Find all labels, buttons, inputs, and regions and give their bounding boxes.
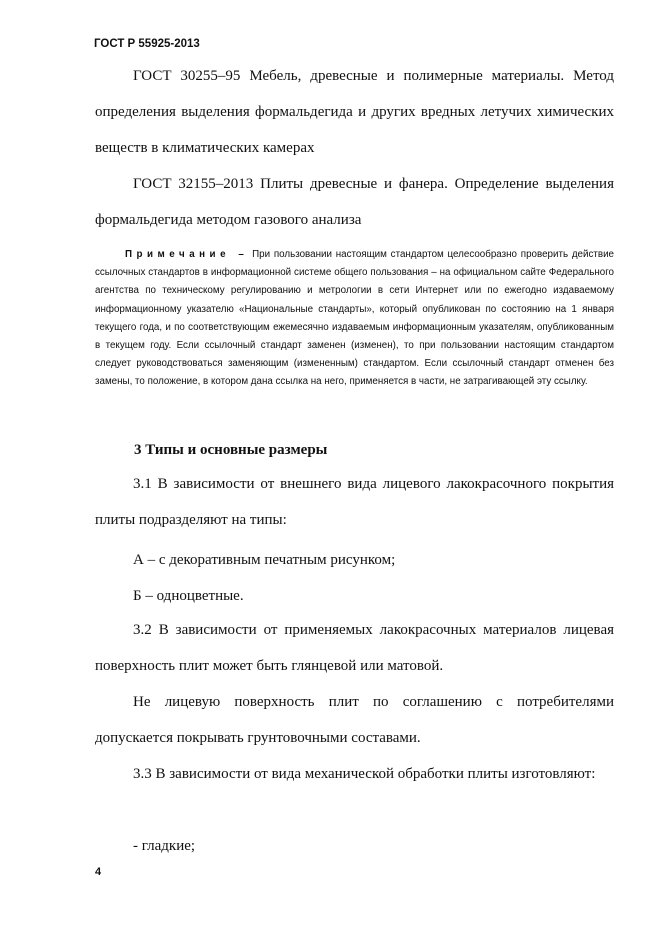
- note-paragraph: [95, 246, 614, 392]
- reference-gost-32155: ГОСТ 32155–2013 Плиты древесные и фанера. Определение выделения формальдегида методом газового анализа: [95, 176, 614, 228]
- note-label: Примечание –: [125, 249, 249, 260]
- list-item-type-a: А – с декоративным печатным рисунком;: [133, 552, 396, 568]
- paragraph-3-3: 3.3 В зависимости от вида механической обработки плиты изготовляют:: [133, 766, 596, 782]
- note-text: При пользовании настоящим стандартом целесообразно проверить действие ссылочных стандартов в информационной системе общего пользования – на официальном сайте Федерального агентства по техническому регулированию и метрологии в сети Интернет или по ежегодно издаваемому информационному указателю «Национальные стандарты», который опубликован по состоянию на 1 января текущего года, и по соответствующим ежемесячно издаваемым информационным указателям, опубликованным в текущем году. Если ссылочный стандарт заменен (изменен), то при пользовании настоящим стандартом следует руководствоваться заменяющим (измененным) стандартом. Если ссылочный стандарт отменен без замены, то положение, в котором дана ссылка на него, применяется в части, не затрагивающей эту ссылку.: [95, 249, 614, 388]
- paragraph-3-1: 3.1 В зависимости от внешнего вида лицевого лакокрасочного покрытия плиты подразделяют на типы:: [95, 476, 614, 528]
- section-heading: 3 Типы и основные размеры: [134, 442, 328, 458]
- reference-gost-30255: ГОСТ 30255–95 Мебель, древесные и полимерные материалы. Метод определения выделения формальдегида и других вредных летучих химических веществ в климатических камерах: [95, 68, 614, 156]
- list-item-smooth: - гладкие;: [133, 838, 196, 854]
- paragraph-nonface-surface: Не лицевую поверхность плит по соглашению с потребителями допускается покрывать грунтовочными составами.: [95, 694, 614, 746]
- paragraph-3-2: 3.2 В зависимости от применяемых лакокрасочных материалов лицевая поверхность плит может быть глянцевой или матовой.: [95, 622, 614, 674]
- list-item-type-b: Б – одноцветные.: [133, 588, 244, 604]
- document-header-code: ГОСТ Р 55925-2013: [94, 38, 200, 50]
- page-number: 4: [95, 866, 102, 878]
